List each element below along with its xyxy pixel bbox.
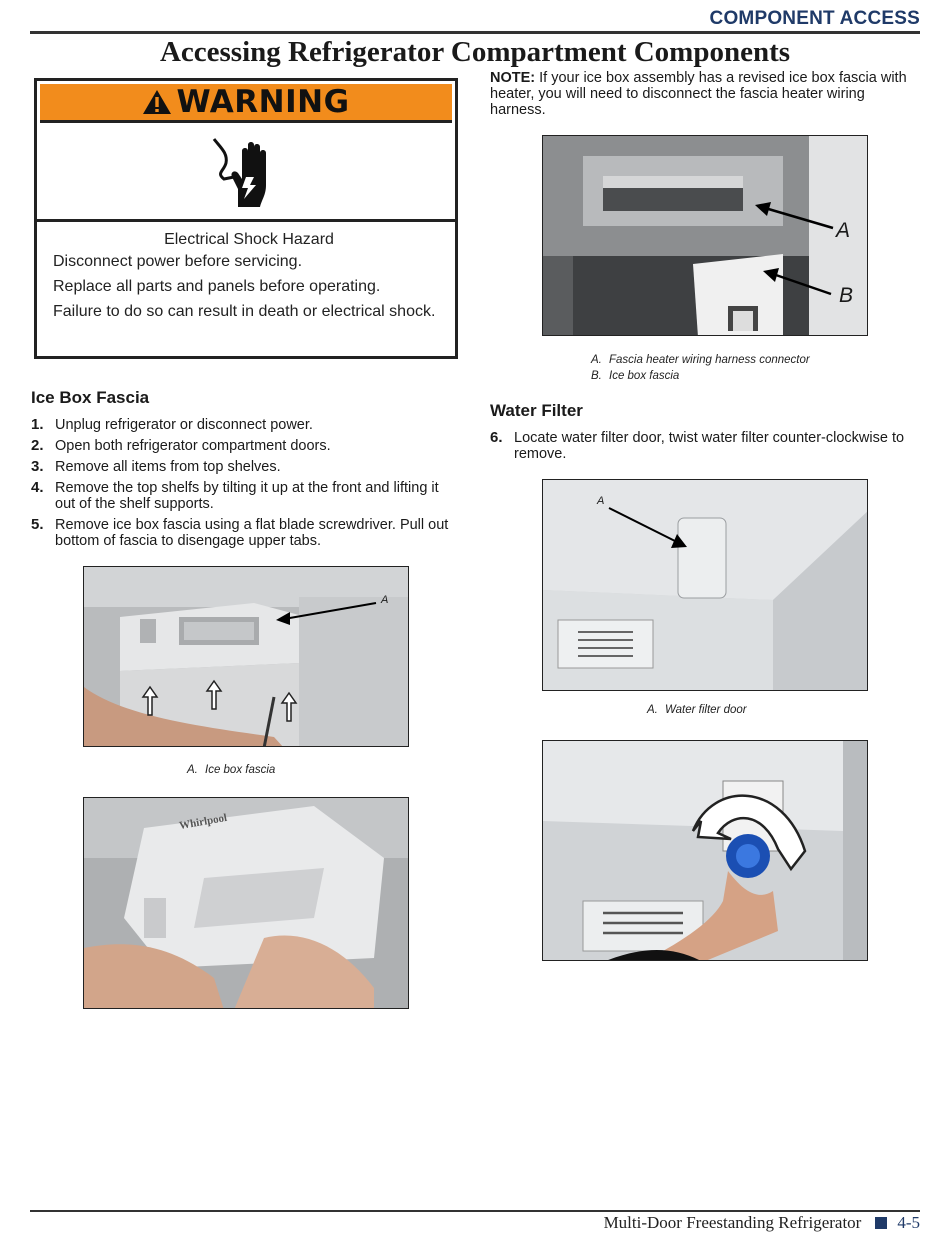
warning-title: WARNING	[176, 84, 350, 120]
caption-text: Ice box fascia	[609, 370, 680, 382]
step-number: 3.	[31, 458, 44, 475]
header-divider	[30, 31, 920, 34]
warning-line: Failure to do so can result in death or electrical shock.	[53, 303, 436, 320]
heater-photo-captions	[591, 352, 810, 384]
step-item	[31, 459, 461, 475]
water-filter-steps	[490, 430, 920, 467]
step-number: 4.	[31, 479, 44, 496]
caption-letter: A.	[647, 704, 658, 716]
warning-box	[34, 78, 458, 359]
hazard-label: Electrical Shock Hazard	[164, 231, 334, 248]
step-text: Locate water filter door, twist water filter counter-clockwise to remove.	[514, 430, 905, 462]
warning-triangle-icon	[142, 89, 172, 115]
footer	[604, 1213, 920, 1233]
page-title: Accessing Refrigerator Compartment Components	[159, 36, 791, 68]
note-block	[490, 70, 920, 118]
ice-box-photo-caption	[187, 762, 275, 778]
note-label: NOTE:	[490, 70, 536, 86]
ice-box-fascia-photo	[83, 566, 409, 747]
whirlpool-logo: Whirlpool	[178, 811, 228, 833]
footer-divider	[30, 1210, 920, 1212]
caption-text: Water filter door	[665, 704, 747, 716]
caption-text: Fascia heater wiring harness connector	[609, 354, 810, 366]
step-item	[490, 430, 920, 462]
water-filter-photo-caption	[647, 702, 747, 718]
caption-letter: A.	[187, 764, 198, 776]
caption-text: Ice box fascia	[205, 764, 276, 776]
fascia-removal-photo	[83, 797, 409, 1009]
water-filter-door-photo	[542, 479, 868, 691]
step-text: Unplug refrigerator or disconnect power.	[55, 417, 313, 433]
step-item	[31, 438, 461, 454]
callout-label-a: A	[836, 219, 851, 242]
caption-line	[591, 368, 810, 384]
step-text: Open both refrigerator compartment doors.	[55, 438, 331, 454]
step-text: Remove all items from top shelves.	[55, 459, 281, 475]
step-number: 1.	[31, 416, 44, 433]
section-label: COMPONENT ACCESS	[709, 8, 920, 29]
ice-box-heading: Ice Box Fascia	[31, 388, 150, 407]
warning-pictogram	[37, 126, 455, 222]
step-number: 5.	[31, 516, 44, 533]
step-item	[31, 480, 461, 512]
heater-harness-photo	[542, 135, 868, 336]
callout-label-a: A	[381, 594, 389, 606]
caption-letter: B.	[591, 370, 602, 382]
warning-line: Replace all parts and panels before operating.	[53, 278, 381, 295]
step-item	[31, 517, 461, 549]
warning-text	[53, 231, 445, 328]
filter-twist-photo	[542, 740, 868, 961]
step-item	[31, 417, 461, 433]
callout-label-a: A	[597, 495, 605, 507]
warning-header	[40, 84, 452, 123]
caption-letter: A.	[591, 354, 602, 366]
footer-square-icon	[875, 1217, 887, 1229]
step-text: Remove ice box fascia using a flat blade screwdriver. Pull out bottom of fascia to disengage upper tabs.	[55, 517, 449, 549]
step-number: 6.	[490, 429, 503, 446]
step-text: Remove the top shelfs by tilting it up at the front and lifting it out of the shelf supports.	[55, 480, 439, 512]
note-text: If your ice box assembly has a revised ice box fascia with heater, you will need to disconnect the fascia heater wiring harness.	[490, 70, 907, 118]
page-number: 4-5	[897, 1213, 920, 1232]
caption-line	[591, 352, 810, 368]
step-number: 2.	[31, 437, 44, 454]
footer-title: Multi-Door Freestanding Refrigerator	[603, 1213, 862, 1232]
electric-shock-hand-icon	[206, 133, 286, 213]
warning-line: Disconnect power before servicing.	[53, 253, 303, 270]
ice-box-steps	[31, 417, 461, 554]
callout-label-b: B	[839, 284, 854, 307]
water-filter-heading: Water Filter	[490, 401, 583, 420]
